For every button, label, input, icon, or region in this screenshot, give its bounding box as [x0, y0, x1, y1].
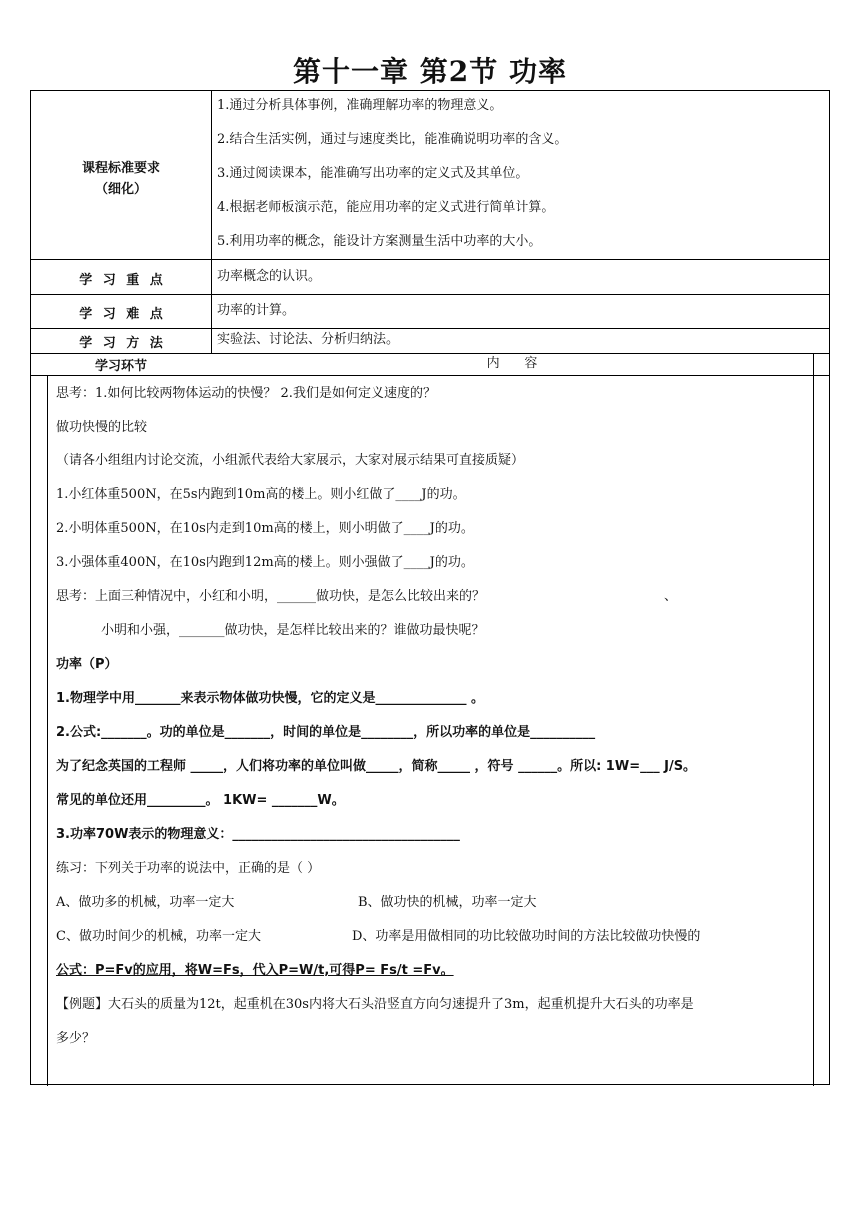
- discussion-instruction: （请各小组组内讨论交流，小组派代表给大家展示，大家对展示结果可直接质疑）: [56, 453, 525, 468]
- content-label: 内 容: [486, 356, 538, 371]
- row-divider: [31, 259, 829, 260]
- method-label: 学 习 方 法: [79, 336, 163, 351]
- power-title: 功率（P）: [56, 657, 118, 672]
- stage-label: 学习环节: [94, 359, 147, 374]
- row-divider: [31, 294, 829, 295]
- option-b: B、做功快的机械，功率一定大: [358, 895, 537, 910]
- objective-item: 2.结合生活实例，通过与速度类比，能准确说明功率的含义。: [217, 132, 568, 147]
- page-title: 第十一章 第2节 功率: [293, 55, 567, 88]
- objective-item: 3.通过阅读课本，能准确写出功率的定义式及其单位。: [217, 166, 529, 181]
- think-question-2: 思考：上面三种情况中，小红和小明，______做功快，是怎么比较出来的？: [56, 589, 486, 604]
- difficulty-value: 功率的计算。: [217, 303, 296, 318]
- worksheet-table: [30, 90, 830, 1085]
- compare-title: 做功快慢的比较: [56, 420, 148, 435]
- question-2: 2.小明体重500N，在10s内走到10m高的楼上，则小明做了____J的功。: [56, 521, 474, 536]
- example-line-1: 【例题】大石头的质量为12t，起重机在30s内将大石头沿竖直方向匀速提升了3m，起重机提升大石头的功率是: [56, 997, 694, 1012]
- objectives-label-line2: （细化）: [94, 182, 147, 197]
- example-line-2: 多少？: [56, 1031, 96, 1046]
- option-a: A、做功多的机械，功率一定大: [56, 895, 235, 910]
- key-points-value: 功率概念的认识。: [217, 269, 322, 284]
- think-question-1: 思考：1.如何比较两物体运动的快慢？ 2.我们是如何定义速度的？: [56, 386, 436, 401]
- objectives-label: [31, 157, 211, 197]
- method-value: 实验法、讨论法、分析归纳法。: [217, 332, 400, 347]
- objective-item: 4.根据老师板演示范，能应用功率的定义式进行简单计算。: [217, 200, 555, 215]
- think-question-2-tail: 、: [664, 589, 678, 604]
- column-divider: [211, 91, 212, 353]
- difficulty-label: 学 习 难 点: [79, 307, 163, 322]
- objective-item: 1.通过分析具体事例，准确理解功率的物理意义。: [217, 98, 503, 113]
- option-d: D、功率是用做相同的功比较做功时间的方法比较做功快慢的: [352, 929, 701, 944]
- power-meaning: 3.功率70W表示的物理意义：___________________________________: [56, 827, 460, 842]
- power-definition: 1.物理学中用_______来表示物体做功快慢，它的定义是______________ 。: [56, 691, 485, 706]
- content-left-border: [47, 375, 48, 1086]
- practice-question: 练习：下列关于功率的说法中，正确的是（ ）: [56, 861, 321, 876]
- row-divider: [31, 353, 829, 354]
- row-divider: [31, 328, 829, 329]
- content-right-border: [813, 353, 814, 1086]
- power-common-unit: 常见的单位还用_________。 1KW= _______W。: [56, 793, 345, 808]
- objectives-label-line1: 课程标准要求: [81, 161, 160, 176]
- option-c: C、做功时间少的机械，功率一定大: [56, 929, 261, 944]
- objective-item: 5.利用功率的概念，能设计方案测量生活中功率的大小。: [217, 234, 542, 249]
- question-1: 1.小红体重500N，在5s内跑到10m高的楼上。则小红做了____J的功。: [56, 487, 466, 502]
- power-unit: 为了纪念英国的工程师 _____，人们将功率的单位叫做_____，简称_____ ，符号 ______。所以: 1W=___ J/S。: [56, 759, 697, 774]
- formula-application: 公式：P=Fv的应用，将W=Fs，代入P=W/t,可得P= Fs/t =Fv。: [56, 963, 454, 978]
- think-question-3: 小明和小强，_______做功快，是怎样比较出来的？谁做功最快呢？: [101, 623, 485, 638]
- power-formula: 2.公式:_______。功的单位是_______，时间的单位是________，所以功率的单位是__________: [56, 725, 596, 740]
- key-points-label: 学 习 重 点: [79, 273, 163, 288]
- row-divider: [31, 375, 829, 376]
- question-3: 3.小强体重400N，在10s内跑到12m高的楼上。则小强做了____J的功。: [56, 555, 474, 570]
- objectives-list: [217, 97, 827, 251]
